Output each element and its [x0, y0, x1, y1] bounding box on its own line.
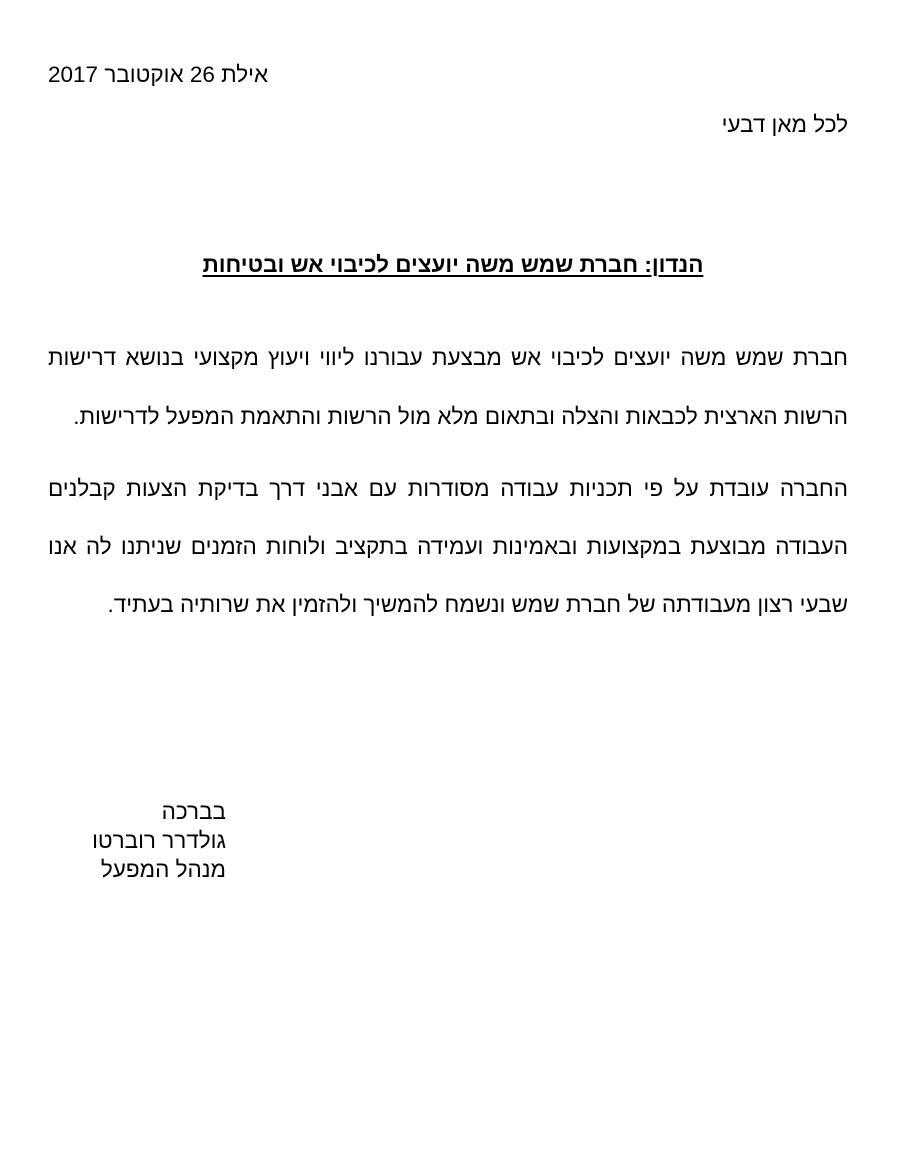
letter-recipient: לכל מאן דבעי [721, 112, 848, 137]
letter-date: אילת 26 אוקטובר 2017 [48, 62, 269, 87]
paragraph-2-line-1: החברה עובדת על פי תכניות עבודה מסודרות עם אבני דרך בדיקת הצעות קבלנים [48, 476, 848, 501]
letter-subject: הנדון: חברת שמש משה יועצים לכיבוי אש ובטיחות [202, 252, 704, 277]
paragraph-1-line-2: הרשות הארצית לכבאות והצלה ובתאום מלא מול הרשות והתאמת המפעל לדרישות. [73, 404, 848, 429]
paragraph-2-line-2: העבודה מבוצעת במקצועות ובאמינות ועמידה בתקציב ולוחות הזמנים שניתנו לה אנו [48, 534, 848, 559]
letter-subject-row [0, 251, 900, 279]
signature-name: גולדרר רוברטו [92, 828, 226, 853]
signature-closing: בברכה [161, 799, 226, 824]
signature-title: מנהל המפעל [100, 857, 226, 882]
paragraph-1-line-1: חברת שמש משה יועצים לכיבוי אש מבצעת עבורנו ליווי ויעוץ מקצועי בנושא דרישות [48, 345, 848, 370]
paragraph-2-line-3: שבעי רצון מעבודתה של חברת שמש ונשמח להמשיך ולהזמין את שרותיה בעתיד. [107, 592, 848, 617]
signature-block [86, 797, 226, 884]
